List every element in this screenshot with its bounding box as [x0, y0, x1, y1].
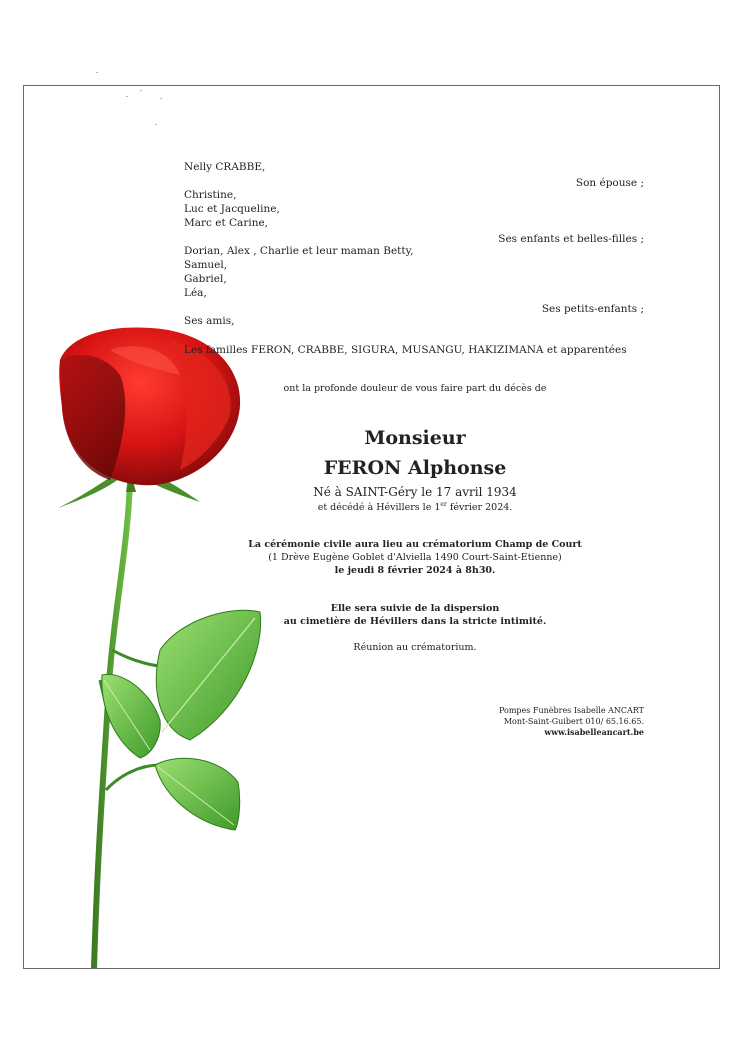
grandchild-name: Gabriel, [184, 273, 227, 285]
birth-line: Né à SAINT-Géry le 17 avril 1934 [313, 485, 517, 499]
child-name: Luc et Jacqueline, [184, 203, 280, 215]
ceremony-date: le jeudi 8 février 2024 à 8h30. [334, 565, 496, 576]
death-line-suffix: février 2024. [446, 502, 513, 513]
deceased-title: Monsieur [364, 427, 466, 449]
ceremony-line: La cérémonie civile aura lieu au crématorium Champ de Court [248, 539, 582, 550]
death-line [210, 501, 620, 514]
wife-role: Son épouse ; [575, 177, 644, 189]
deceased-name: FERON Alphonse [323, 457, 507, 479]
families-line: Les familles FERON, CRABBE, SIGURA, MUSANGU, HAKIZIMANA et apparentées [184, 344, 627, 356]
funeral-home-name: Pompes Funèbres Isabelle ANCART [498, 706, 644, 715]
grandchild-name: Dorian, Alex , Charlie et leur maman Betty, [184, 245, 414, 257]
announcement-intro: ont la profonde douleur de vous faire part du décès de [283, 383, 547, 394]
dispersion-line: Elle sera suivie de la dispersion [330, 603, 500, 614]
wife-name: Nelly CRABBE, [184, 161, 266, 173]
grandchild-name: Samuel, [184, 259, 228, 271]
grandchild-name: Léa, [184, 287, 207, 299]
reunion-line: Réunion au crématorium. [353, 642, 477, 653]
scan-speck [155, 124, 157, 125]
child-name: Christine, [184, 189, 237, 201]
dispersion-place: au cimetière de Hévillers dans la stricte intimité. [283, 616, 547, 627]
death-line-ordinal: er [440, 500, 447, 508]
funeral-home-address: Mont-Saint-Guibert 010/ 65.16.65. [503, 717, 644, 726]
scan-speck [126, 96, 128, 97]
scan-speck [140, 90, 142, 91]
death-line-prefix: et décédé à Hévillers le 1 [317, 502, 441, 513]
friends-line: Ses amis, [184, 315, 235, 327]
ceremony-address: (1 Drève Eugène Goblet d'Alviella 1490 Court-Saint-Etienne) [268, 552, 562, 563]
funeral-home-website: www.isabelleancart.be [544, 727, 644, 737]
children-role: Ses enfants et belles-filles ; [498, 233, 644, 245]
scan-speck [96, 72, 98, 73]
scan-speck [160, 98, 162, 99]
grandchildren-role: Ses petits-enfants ; [541, 303, 644, 315]
child-name: Marc et Carine, [184, 217, 269, 229]
